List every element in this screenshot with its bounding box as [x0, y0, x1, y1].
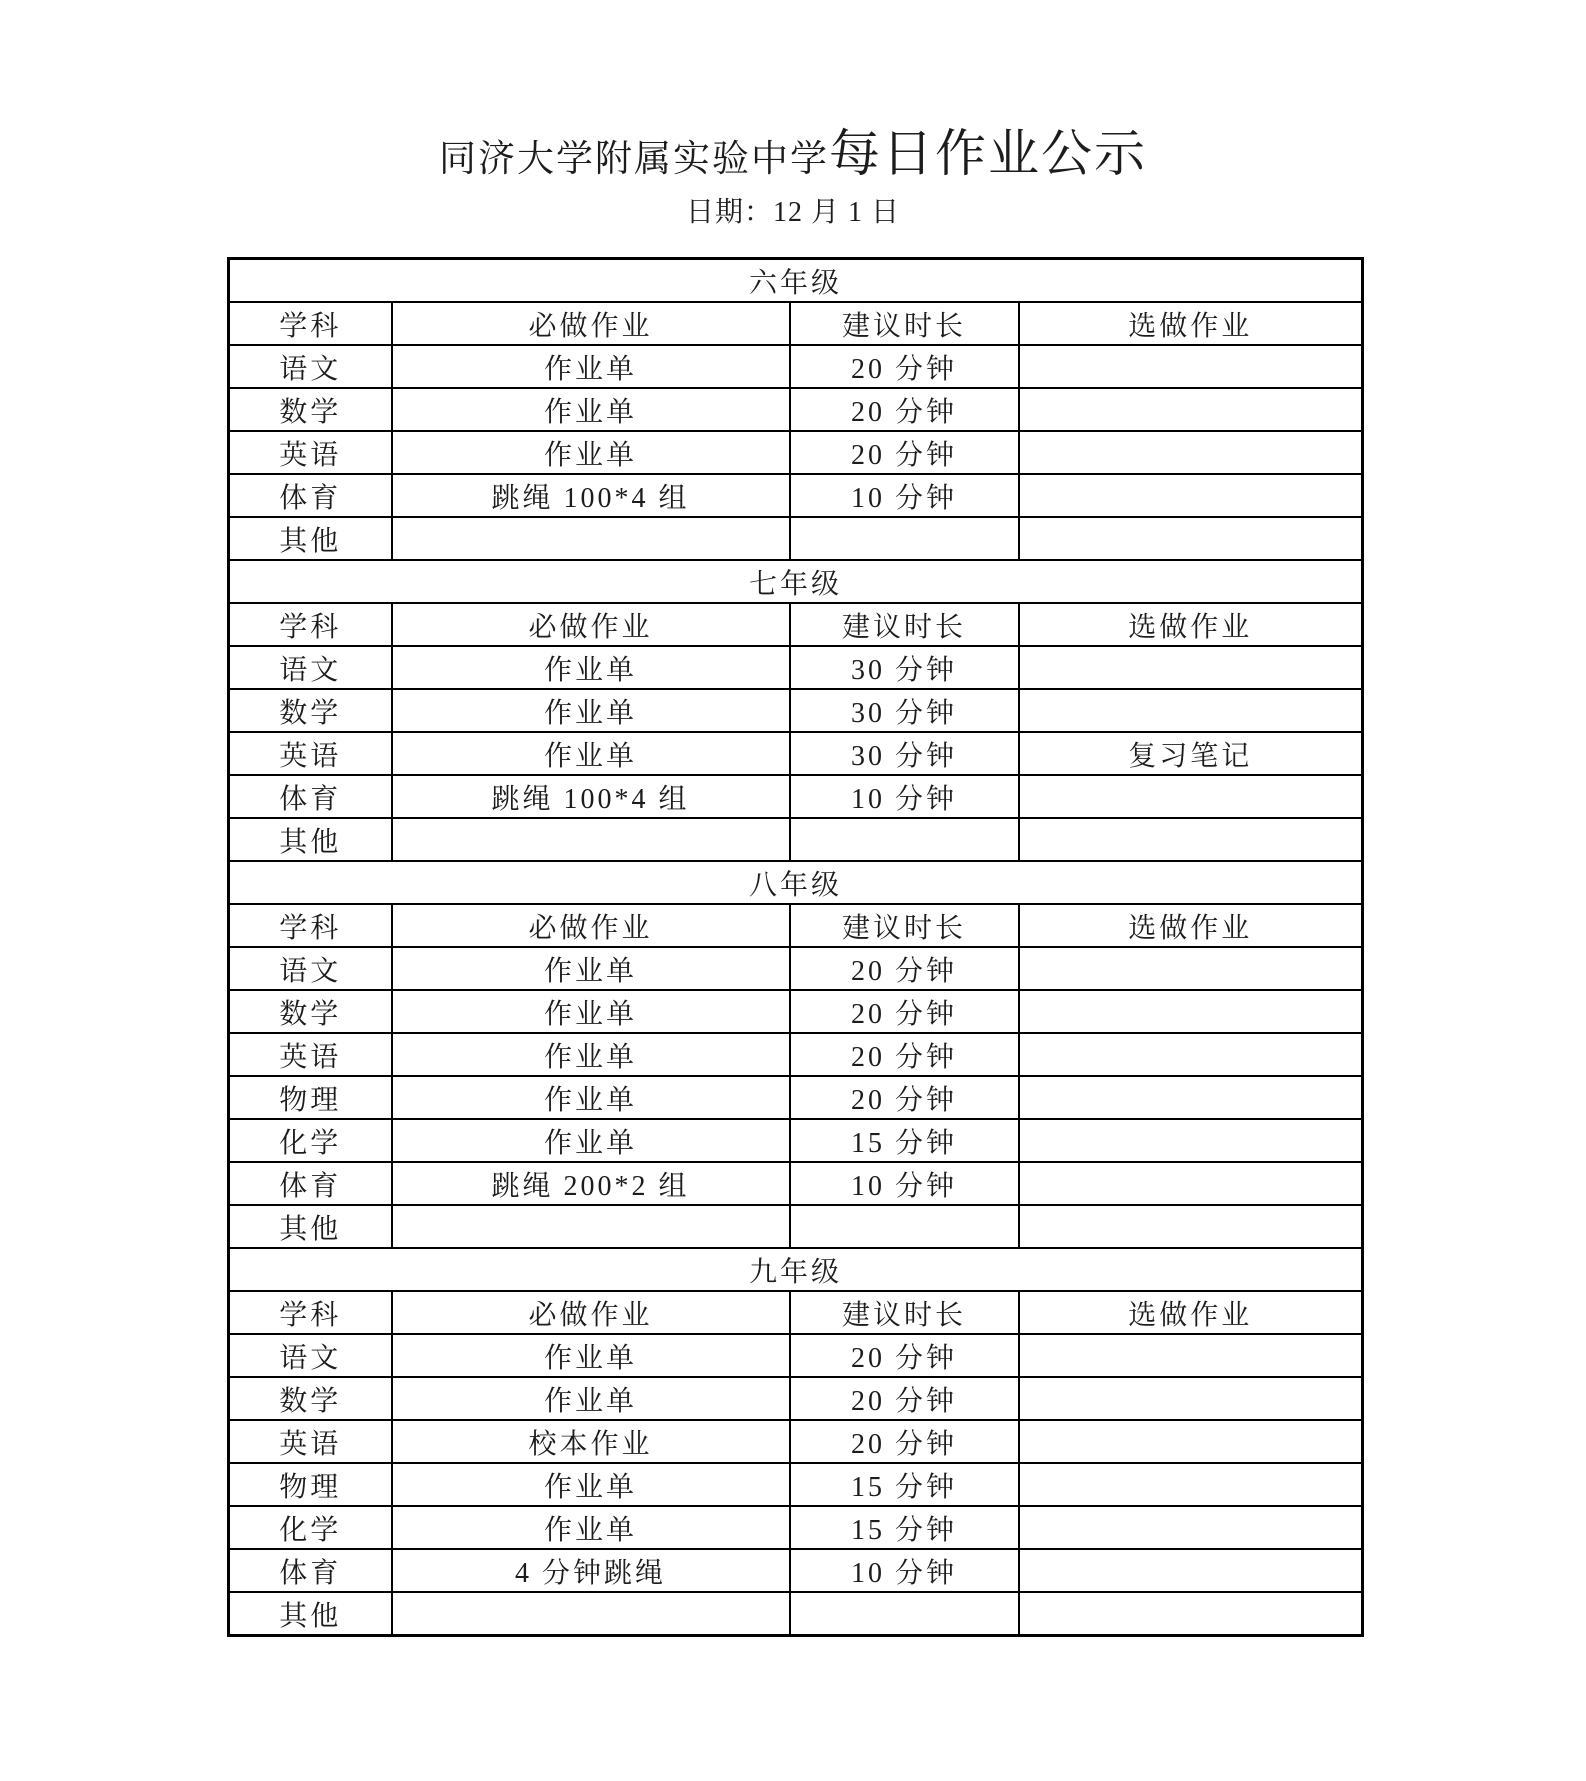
column-header: 学科: [229, 302, 392, 345]
suggested-duration-cell: [790, 1592, 1019, 1636]
suggested-duration-cell: 20 分钟: [790, 1420, 1019, 1463]
subject-cell: 物理: [229, 1076, 392, 1119]
table-row: [229, 1420, 1363, 1463]
optional-homework-cell: [1019, 1033, 1363, 1076]
column-header: 选做作业: [1019, 603, 1363, 646]
subject-cell: 化学: [229, 1119, 392, 1162]
optional-homework-cell: [1019, 1334, 1363, 1377]
required-homework-cell: 跳绳 100*4 组: [392, 474, 790, 517]
subject-cell: 其他: [229, 818, 392, 861]
title-subject: 每日作业公示: [828, 127, 1147, 183]
grade-section-row: [229, 1248, 1363, 1291]
table-row: [229, 1162, 1363, 1205]
suggested-duration-cell: 30 分钟: [790, 732, 1019, 775]
suggested-duration-cell: 10 分钟: [790, 775, 1019, 818]
required-homework-cell: 作业单: [392, 1334, 790, 1377]
column-header: 必做作业: [392, 904, 790, 947]
suggested-duration-cell: 20 分钟: [790, 388, 1019, 431]
required-homework-cell: 校本作业: [392, 1420, 790, 1463]
suggested-duration-cell: 15 分钟: [790, 1119, 1019, 1162]
table-row: [229, 474, 1363, 517]
optional-homework-cell: [1019, 431, 1363, 474]
required-homework-cell: 作业单: [392, 1506, 790, 1549]
subject-cell: 英语: [229, 732, 392, 775]
title-school-name: 同济大学附属实验中学: [438, 139, 829, 180]
suggested-duration-cell: 20 分钟: [790, 1334, 1019, 1377]
suggested-duration-cell: 10 分钟: [790, 474, 1019, 517]
optional-homework-cell: [1019, 1463, 1363, 1506]
optional-homework-cell: [1019, 1205, 1363, 1248]
optional-homework-cell: [1019, 1162, 1363, 1205]
suggested-duration-cell: 10 分钟: [790, 1549, 1019, 1592]
optional-homework-cell: [1019, 388, 1363, 431]
column-header: 建议时长: [790, 904, 1019, 947]
subject-cell: 其他: [229, 1205, 392, 1248]
optional-homework-cell: [1019, 1076, 1363, 1119]
required-homework-cell: 作业单: [392, 646, 790, 689]
table-row: [229, 1592, 1363, 1636]
required-homework-cell: 跳绳 100*4 组: [392, 775, 790, 818]
subject-cell: 数学: [229, 689, 392, 732]
required-homework-cell: 作业单: [392, 1119, 790, 1162]
column-header: 选做作业: [1019, 302, 1363, 345]
page-title: [0, 112, 1586, 186]
table-row: [229, 947, 1363, 990]
subject-cell: 语文: [229, 345, 392, 388]
optional-homework-cell: [1019, 1119, 1363, 1162]
column-header-row: [229, 1291, 1363, 1334]
subject-cell: 英语: [229, 431, 392, 474]
required-homework-cell: 作业单: [392, 689, 790, 732]
grade-section-title: 六年级: [229, 259, 1363, 303]
table-row: [229, 431, 1363, 474]
subject-cell: 语文: [229, 947, 392, 990]
grade-section-row: [229, 259, 1363, 303]
required-homework-cell: 作业单: [392, 732, 790, 775]
optional-homework-cell: [1019, 689, 1363, 732]
required-homework-cell: 作业单: [392, 431, 790, 474]
required-homework-cell: [392, 517, 790, 560]
table-row: [229, 1205, 1363, 1248]
suggested-duration-cell: 10 分钟: [790, 1162, 1019, 1205]
grade-section-row: [229, 861, 1363, 904]
optional-homework-cell: [1019, 775, 1363, 818]
subject-cell: 数学: [229, 388, 392, 431]
suggested-duration-cell: [790, 818, 1019, 861]
suggested-duration-cell: 15 分钟: [790, 1506, 1019, 1549]
table-row: [229, 1377, 1363, 1420]
optional-homework-cell: [1019, 1506, 1363, 1549]
required-homework-cell: 跳绳 200*2 组: [392, 1162, 790, 1205]
column-header-row: [229, 603, 1363, 646]
column-header: 必做作业: [392, 302, 790, 345]
subject-cell: 语文: [229, 1334, 392, 1377]
subject-cell: 体育: [229, 474, 392, 517]
suggested-duration-cell: 20 分钟: [790, 345, 1019, 388]
grade-section-row: [229, 560, 1363, 603]
subject-cell: 体育: [229, 1162, 392, 1205]
required-homework-cell: 4 分钟跳绳: [392, 1549, 790, 1592]
table-row: [229, 1334, 1363, 1377]
subject-cell: 语文: [229, 646, 392, 689]
table-row: [229, 1549, 1363, 1592]
optional-homework-cell: [1019, 517, 1363, 560]
subject-cell: 体育: [229, 1549, 392, 1592]
grade-section-title: 九年级: [229, 1248, 1363, 1291]
optional-homework-cell: [1019, 818, 1363, 861]
subject-cell: 其他: [229, 1592, 392, 1636]
suggested-duration-cell: 30 分钟: [790, 646, 1019, 689]
required-homework-cell: 作业单: [392, 947, 790, 990]
column-header: 学科: [229, 603, 392, 646]
grade-section-title: 八年级: [229, 861, 1363, 904]
suggested-duration-cell: 20 分钟: [790, 1377, 1019, 1420]
column-header: 建议时长: [790, 1291, 1019, 1334]
suggested-duration-cell: 20 分钟: [790, 947, 1019, 990]
suggested-duration-cell: 20 分钟: [790, 1033, 1019, 1076]
suggested-duration-cell: [790, 1205, 1019, 1248]
suggested-duration-cell: 20 分钟: [790, 1076, 1019, 1119]
table-row: [229, 345, 1363, 388]
table-row: [229, 388, 1363, 431]
required-homework-cell: 作业单: [392, 1033, 790, 1076]
required-homework-cell: 作业单: [392, 1076, 790, 1119]
table-row: [229, 689, 1363, 732]
grade-section-title: 七年级: [229, 560, 1363, 603]
suggested-duration-cell: 20 分钟: [790, 990, 1019, 1033]
column-header-row: [229, 302, 1363, 345]
suggested-duration-cell: 30 分钟: [790, 689, 1019, 732]
optional-homework-cell: [1019, 1420, 1363, 1463]
required-homework-cell: 作业单: [392, 345, 790, 388]
date-line: 日期：12 月 1 日: [685, 197, 900, 228]
required-homework-cell: 作业单: [392, 388, 790, 431]
optional-homework-cell: [1019, 1592, 1363, 1636]
table-row: [229, 646, 1363, 689]
column-header: 选做作业: [1019, 904, 1363, 947]
required-homework-cell: 作业单: [392, 1463, 790, 1506]
optional-homework-cell: [1019, 474, 1363, 517]
subject-cell: 化学: [229, 1506, 392, 1549]
subject-cell: 英语: [229, 1420, 392, 1463]
required-homework-cell: [392, 1592, 790, 1636]
suggested-duration-cell: 15 分钟: [790, 1463, 1019, 1506]
optional-homework-cell: [1019, 646, 1363, 689]
optional-homework-cell: 复习笔记: [1019, 732, 1363, 775]
optional-homework-cell: [1019, 1549, 1363, 1592]
table-row: [229, 1076, 1363, 1119]
column-header-row: [229, 904, 1363, 947]
subject-cell: 英语: [229, 1033, 392, 1076]
table-row: [229, 732, 1363, 775]
table-row: [229, 1033, 1363, 1076]
table-row: [229, 517, 1363, 560]
column-header: 建议时长: [790, 603, 1019, 646]
column-header: 必做作业: [392, 1291, 790, 1334]
homework-table: [227, 257, 1364, 1637]
required-homework-cell: [392, 1205, 790, 1248]
subject-cell: 数学: [229, 990, 392, 1033]
column-header: 选做作业: [1019, 1291, 1363, 1334]
column-header: 必做作业: [392, 603, 790, 646]
table-row: [229, 1119, 1363, 1162]
table-row: [229, 1463, 1363, 1506]
required-homework-cell: 作业单: [392, 990, 790, 1033]
optional-homework-cell: [1019, 947, 1363, 990]
column-header: 学科: [229, 1291, 392, 1334]
required-homework-cell: [392, 818, 790, 861]
subject-cell: 体育: [229, 775, 392, 818]
table-row: [229, 775, 1363, 818]
suggested-duration-cell: 20 分钟: [790, 431, 1019, 474]
subject-cell: 物理: [229, 1463, 392, 1506]
optional-homework-cell: [1019, 1377, 1363, 1420]
column-header: 学科: [229, 904, 392, 947]
optional-homework-cell: [1019, 990, 1363, 1033]
subject-cell: 数学: [229, 1377, 392, 1420]
table-row: [229, 1506, 1363, 1549]
subject-cell: 其他: [229, 517, 392, 560]
optional-homework-cell: [1019, 345, 1363, 388]
table-row: [229, 990, 1363, 1033]
column-header: 建议时长: [790, 302, 1019, 345]
suggested-duration-cell: [790, 517, 1019, 560]
table-row: [229, 818, 1363, 861]
required-homework-cell: 作业单: [392, 1377, 790, 1420]
